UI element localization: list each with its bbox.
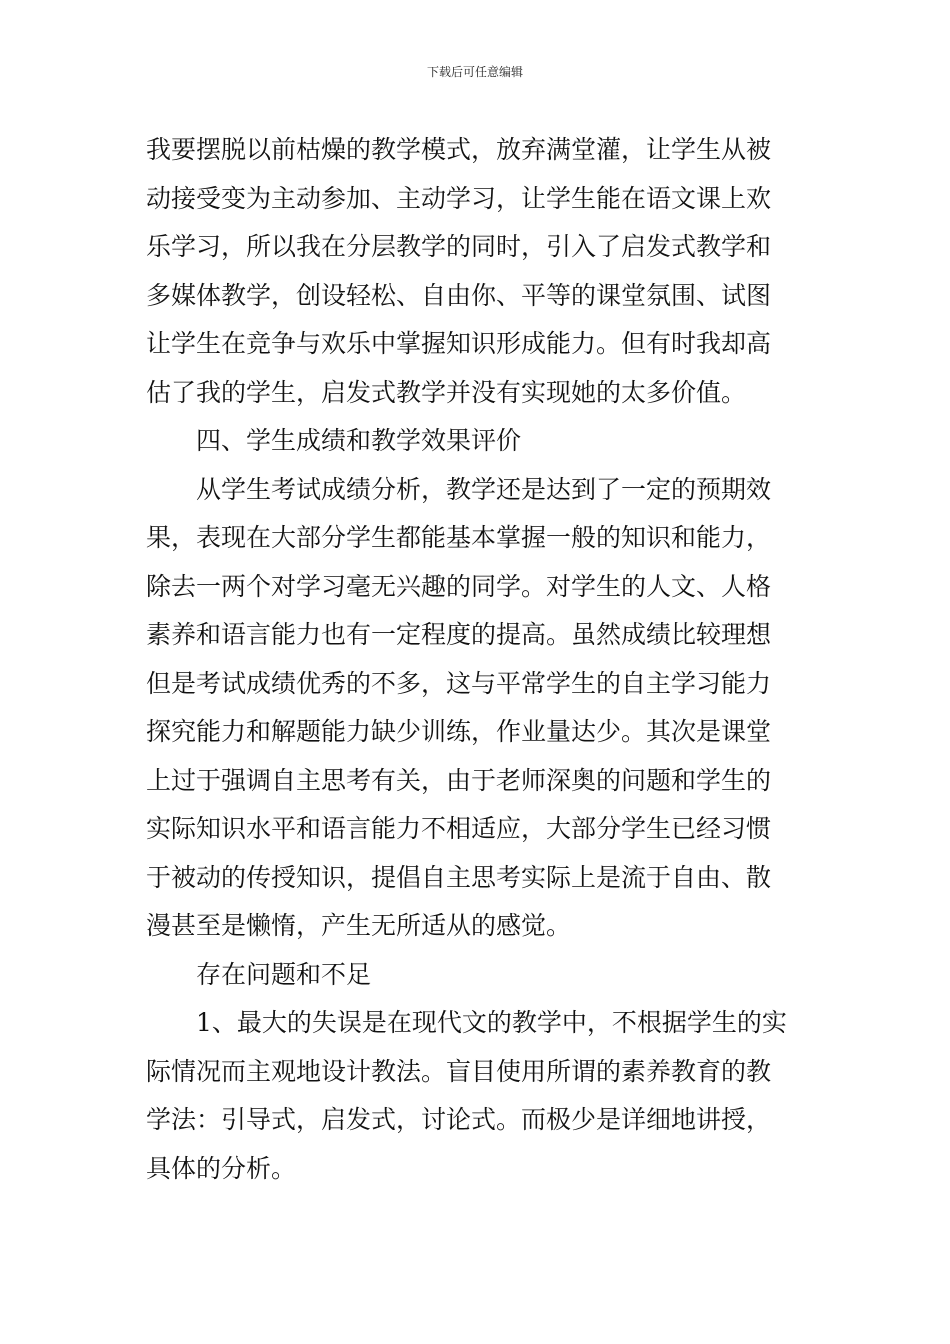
text-line: 四、学生成绩和教学效果评价 [196,426,522,455]
text-line: 探究能力和解题能力缺少训练，作业量达少。其次是课堂 [146,717,772,746]
text-line: 实际知识水平和语言能力不相适应，大部分学生已经习惯 [146,814,772,843]
text-line: 果，表现在大部分学生都能基本掌握一般的知识和能力， [146,523,772,552]
paragraph [146,466,806,951]
text-line: 具体的分析。 [146,1153,297,1183]
page-header: 下载后可任意编辑 [426,65,523,79]
text-line: 存在问题和不足 [196,959,372,989]
text-line: 从学生考试成绩分析，教学还是达到了一定的预期效 [196,474,772,504]
text-line: 素养和语言能力也有一定程度的提高。虽然成绩比较理想 [146,620,772,649]
paragraph [146,126,806,417]
document-body [146,126,806,1193]
text-line: 估了我的学生，启发式教学并没有实现她的太多价值。 [146,377,747,407]
text-line: 1、最大的失误是在现代文的教学中，不根据学生的实 [196,1008,787,1037]
text-line: 除去一两个对学习毫无兴趣的同学。对学生的人文、人格 [146,571,772,601]
text-line: 乐学习，所以我在分层教学的同时，引入了启发式教学和 [146,232,772,261]
text-line: 我要摆脱以前枯燥的教学模式，放弃满堂灌，让学生从被 [146,135,772,164]
text-line: 上过于强调自主思考有关，由于老师深奥的问题和学生的 [146,765,772,795]
paragraph [146,999,806,1193]
text-line: 学法：引导式，启发式，讨论式。而极少是详细地讲授， [146,1105,772,1134]
section-heading [146,417,806,466]
text-line: 多媒体教学，创设轻松、自由你、平等的课堂氛围、试图 [146,280,772,310]
text-line: 漫甚至是懒惰，产生无所适从的感觉。 [146,911,572,940]
text-line: 于被动的传授知识，提倡自主思考实际上是流于自由、散 [146,862,772,892]
section-heading [146,951,806,1000]
text-line: 让学生在竞争与欢乐中掌握知识形成能力。但有时我却高 [146,329,772,358]
text-line: 动接受变为主动参加、主动学习，让学生能在语文课上欢 [146,183,772,213]
text-line: 但是考试成绩优秀的不多，这与平常学生的自主学习能力 [146,668,772,698]
text-line: 际情况而主观地设计教法。盲目使用所谓的素养教育的教 [146,1056,772,1086]
